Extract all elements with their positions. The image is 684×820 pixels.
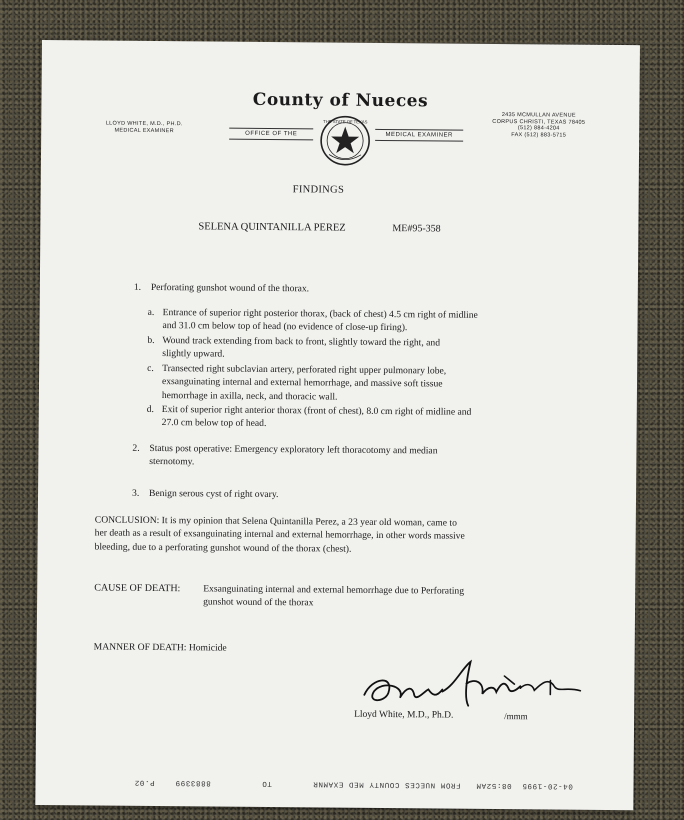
sub-finding [162, 334, 622, 365]
manner-label: MANNER OF DEATH: [93, 641, 187, 654]
sub-finding [162, 403, 622, 434]
text-line: CONCLUSION: It is my opinion that Selena Quintanilla Perez, a 23 year old woman, came to [94, 514, 457, 529]
text-line: sternotomy. [149, 456, 195, 468]
finding-number: 3. [131, 487, 140, 499]
handwritten-signature [354, 655, 595, 717]
text-line: and 31.0 cm below top of head (no evidence of close-up firing). [162, 320, 408, 334]
address-line: 2435 MCMULLAN AVENUE [501, 112, 576, 119]
findings-heading: FINDINGS [292, 184, 345, 196]
text-line: Entrance of superior right posterior thorax, (back of chest) 4.5 cm right of midline [162, 307, 478, 321]
cause-text [203, 582, 613, 612]
text-line: 27.0 cm below top of head. [161, 417, 267, 430]
document-page [35, 40, 640, 810]
text-line: Status post operative: Emergency exploratory left thoracotomy and median [149, 442, 438, 457]
finding-number: 1. [133, 281, 142, 293]
examiner-name: LLOYD WHITE, M.D., PH.D. [105, 120, 183, 128]
text-line: slightly upward. [162, 348, 225, 361]
conclusion [95, 513, 615, 558]
address-block [481, 112, 596, 139]
text-line: Transected right subclavian artery, perforated right upper pulmonary lobe, [162, 363, 447, 377]
finding-text [149, 442, 619, 473]
subject-name: SELENA QUINTANILLA PEREZ [198, 221, 346, 234]
examiner-block [89, 120, 199, 135]
finding-number: 2. [132, 442, 140, 454]
text-line: Exit of superior right anterior thorax (front of chest), 8.0 cm right of midline and [161, 404, 472, 418]
text-line: Exsanguinating internal and external hemorrhage due to Perforating [203, 583, 465, 597]
sub-letter: b. [147, 334, 155, 346]
case-number: ME#95-358 [392, 223, 441, 235]
text-line: her death as a result of exsanguinating internal and external hemorrhage, in other words massive [94, 527, 465, 543]
manner-value: Homicide [188, 642, 227, 654]
cause-label: CAUSE OF DEATH: [94, 582, 181, 595]
sub-letter: c. [147, 362, 154, 374]
text-line: Wound track extending from back to front, slightly toward the right, and [162, 335, 441, 349]
sub-finding [162, 306, 622, 337]
fax-transmission-line: 04-20-1995 08:52AM FROM NUECES COUNTY MED EXAMNR TO 8883399 P.02 [134, 777, 573, 790]
text-line: exsanguinating internal and external hemorrhage, and massive soft tissue [161, 376, 443, 390]
address-line: (512) 884-4204 [517, 125, 560, 132]
sub-letter: d. [146, 403, 155, 415]
signer-name: Lloyd White, M.D., Ph.D. [354, 709, 454, 721]
county-title: County of Nueces [252, 89, 429, 112]
manner-of-death [94, 640, 227, 655]
sub-letter: a. [147, 306, 155, 318]
examiner-title: MEDICAL EXAMINER [114, 127, 174, 135]
address-line: CORPUS CHRISTI, TEXAS 78405 [492, 118, 586, 126]
seal-text: THE STATE OF TEXAS [323, 118, 368, 125]
finding-text: Benign serous cyst of right ovary. [148, 487, 279, 501]
text-line: gunshot wound of the thorax [203, 596, 314, 609]
office-label-left: OFFICE OF THE [229, 128, 313, 141]
office-label-right: MEDICAL EXAMINER [375, 129, 463, 142]
typist-initials: /mmm [504, 711, 528, 722]
text-line: hemorrhage in axilla, neck, and thoracic wall. [161, 389, 338, 403]
finding-text: Perforating gunshot wound of the thorax. [150, 281, 310, 295]
sub-finding [162, 362, 622, 406]
text-line: bleeding, due to a perforating gunshot wound of the thorax (chest). [94, 541, 352, 555]
texas-seal [319, 114, 371, 166]
address-line: FAX (512) 883-5715 [511, 131, 567, 139]
